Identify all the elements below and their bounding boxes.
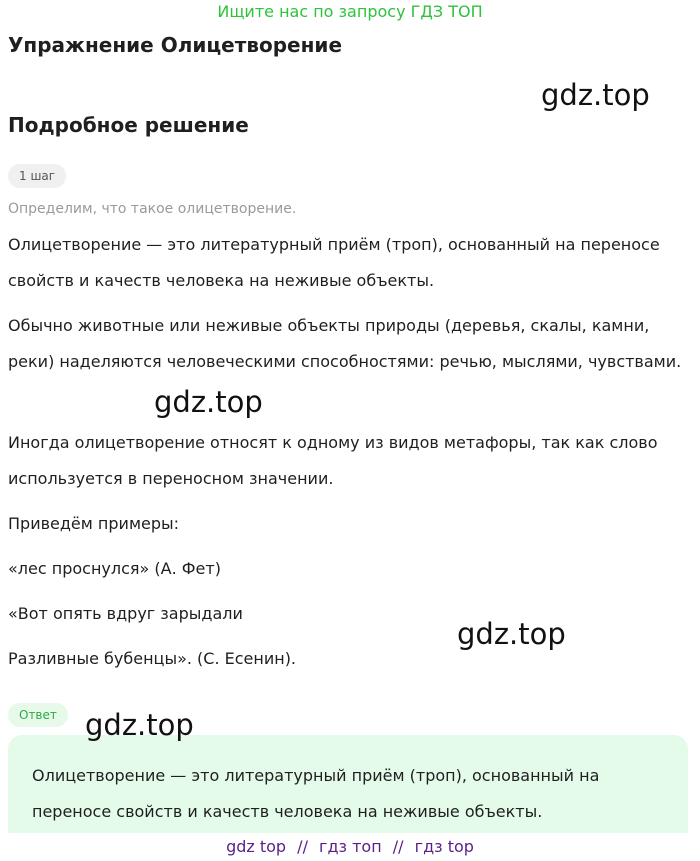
footer-link-gdz-top-ru[interactable]: гдз топ xyxy=(319,837,382,856)
footer-separator: // xyxy=(297,837,308,856)
step-badge: 1 шаг xyxy=(8,164,66,188)
exercise-title: Упражнение Олицетворение xyxy=(8,33,343,57)
step-hint: Определим, что такое олицетворение. xyxy=(8,201,297,217)
watermark: gdz.top xyxy=(85,708,194,742)
solution-example-fet: «лес проснулся» (А. Фет) xyxy=(8,559,221,578)
solution-example-esenin-line2: Разливные бубенцы». (С. Есенин). xyxy=(8,649,297,668)
solution-paragraph-examples-intro: Приведём примеры: xyxy=(8,514,180,533)
solution-paragraph-metaphor: Иногда олицетворение относят к одному из видов метафоры, так как слово используется в переносном значении. xyxy=(8,433,658,488)
answer-text: Олицетворение — это литературный приём (троп), основанный на переносе свойств и качеств человека на неживые объекты. xyxy=(32,766,600,821)
footer-link-gdz-top-mixed[interactable]: гдз top xyxy=(414,837,474,856)
footer-separator: // xyxy=(392,837,404,856)
solution-paragraph-definition: Олицетворение — это литературный приём (троп), основанный на переносе свойств и качеств человека на неживые объекты. xyxy=(8,235,660,290)
answer-badge: Ответ xyxy=(8,703,68,727)
solution-example-esenin-line1: «Вот опять вдруг зарыдали xyxy=(8,604,243,623)
solution-paragraph-objects: Обычно животные или неживые объекты природы (деревья, скалы, камни, реки) наделяются человеческими способностями: речью, мыслями, чувствами. xyxy=(8,316,682,371)
watermark: gdz.top xyxy=(457,617,566,651)
solution-title: Подробное решение xyxy=(8,113,249,137)
footer-link-gdz-top[interactable]: gdz top xyxy=(226,837,287,856)
answer-box xyxy=(8,735,688,833)
banner-text: Ищите нас по запросу ГДЗ ТОП xyxy=(217,2,483,21)
watermark: gdz.top xyxy=(154,385,263,419)
footer-links xyxy=(0,834,700,861)
watermark: gdz.top xyxy=(541,78,650,112)
top-banner xyxy=(0,0,700,24)
